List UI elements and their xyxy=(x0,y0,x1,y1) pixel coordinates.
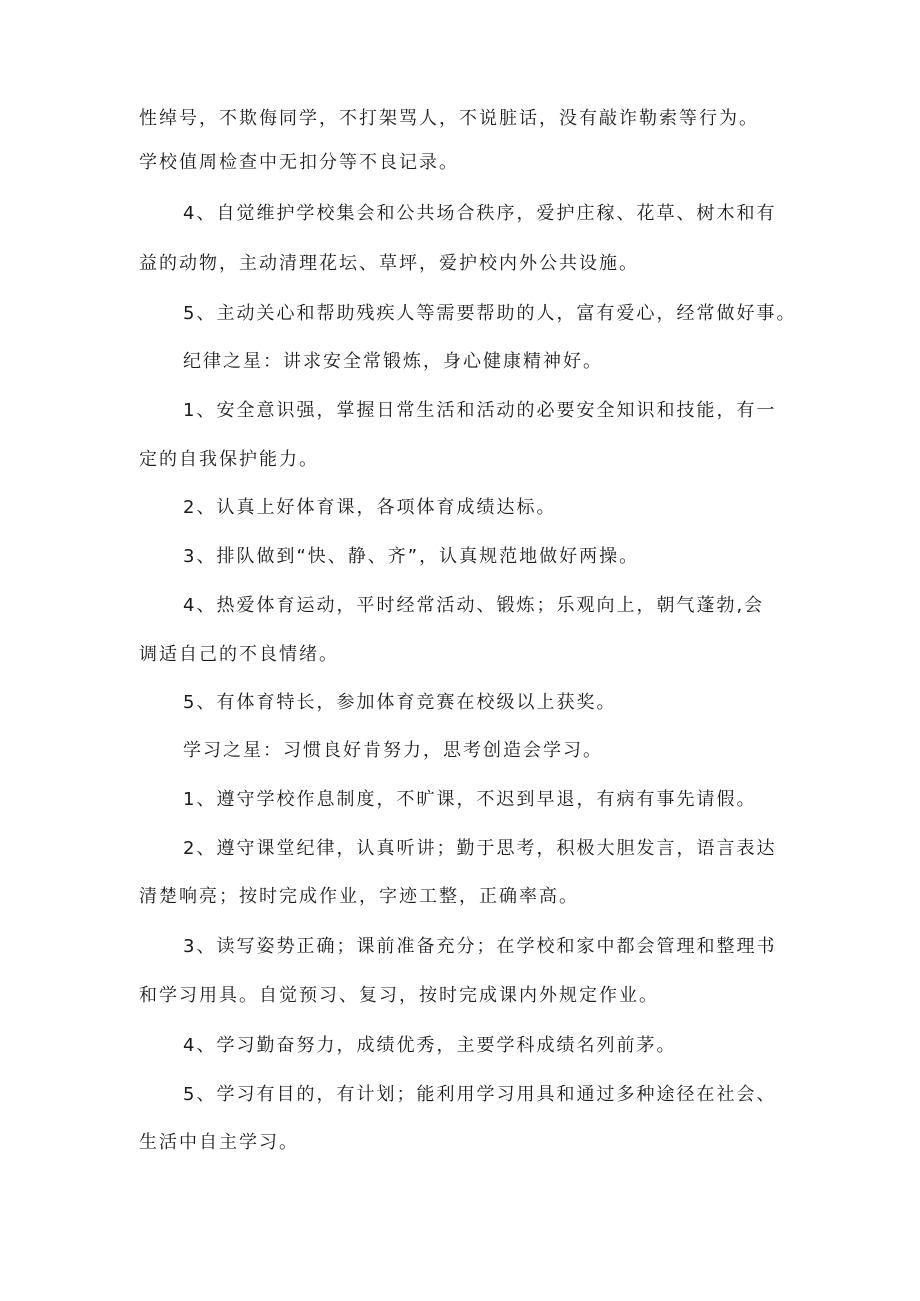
text-line: 1、遵守学校作息制度，不旷课，不迟到早退，有病有事先请假。 xyxy=(183,789,757,810)
text-line: 学校值周检查中无扣分等不良记录。 xyxy=(139,152,459,173)
text-line: 生活中自主学习。 xyxy=(139,1132,299,1153)
text-line: 5、学习有目的，有计划；能利用学习用具和通过多种途径在社会、 xyxy=(183,1084,777,1105)
text-line: 4、学习勤奋努力，成绩优秀，主要学科成绩名列前茅。 xyxy=(183,1035,677,1056)
text-line: 3、排队做到“快、静、齐”，认真规范地做好两操。 xyxy=(183,546,640,567)
text-line: 3、读写姿势正确；课前准备充分；在学校和家中都会管理和整理书 xyxy=(183,936,777,957)
text-line: 调适自己的不良情绪。 xyxy=(139,644,339,665)
text-line: 清楚响亮；按时完成作业，字迹工整，正确率高。 xyxy=(139,886,579,907)
text-line: 2、认真上好体育课，各项体育成绩达标。 xyxy=(183,497,557,518)
text-line: 4、热爱体育运动，平时经常活动、锻炼；乐观向上，朝气蓬勃,会 xyxy=(183,595,765,616)
text-line: 1、安全意识强，掌握日常生活和活动的必要安全知识和技能，有一 xyxy=(183,400,777,421)
text-line: 2、遵守课堂纪律，认真听讲；勤于思考，积极大胆发言，语言表达 xyxy=(183,838,777,859)
text-line: 5、主动关心和帮助残疾人等需要帮助的人，富有爱心，经常做好事。 xyxy=(183,303,797,324)
text-line: 和学习用具。自觉预习、复习，按时完成课内外规定作业。 xyxy=(139,985,659,1006)
text-line: 4、自觉维护学校集会和公共场合秩序，爱护庄稼、花草、树木和有 xyxy=(183,203,777,224)
text-line: 定的自我保护能力。 xyxy=(139,449,319,470)
text-line: 性绰号，不欺侮同学，不打架骂人，不说脏话，没有敲诈勒索等行为。 xyxy=(139,108,759,129)
section-heading: 学习之星：习惯良好肯努力，思考创造会学习。 xyxy=(183,740,603,761)
text-line: 益的动物，主动清理花坛、草坪，爱护校内外公共设施。 xyxy=(139,253,639,274)
section-heading: 纪律之星：讲求安全常锻炼，身心健康精神好。 xyxy=(183,351,603,372)
text-line: 5、有体育特长，参加体育竞赛在校级以上获奖。 xyxy=(183,692,617,713)
